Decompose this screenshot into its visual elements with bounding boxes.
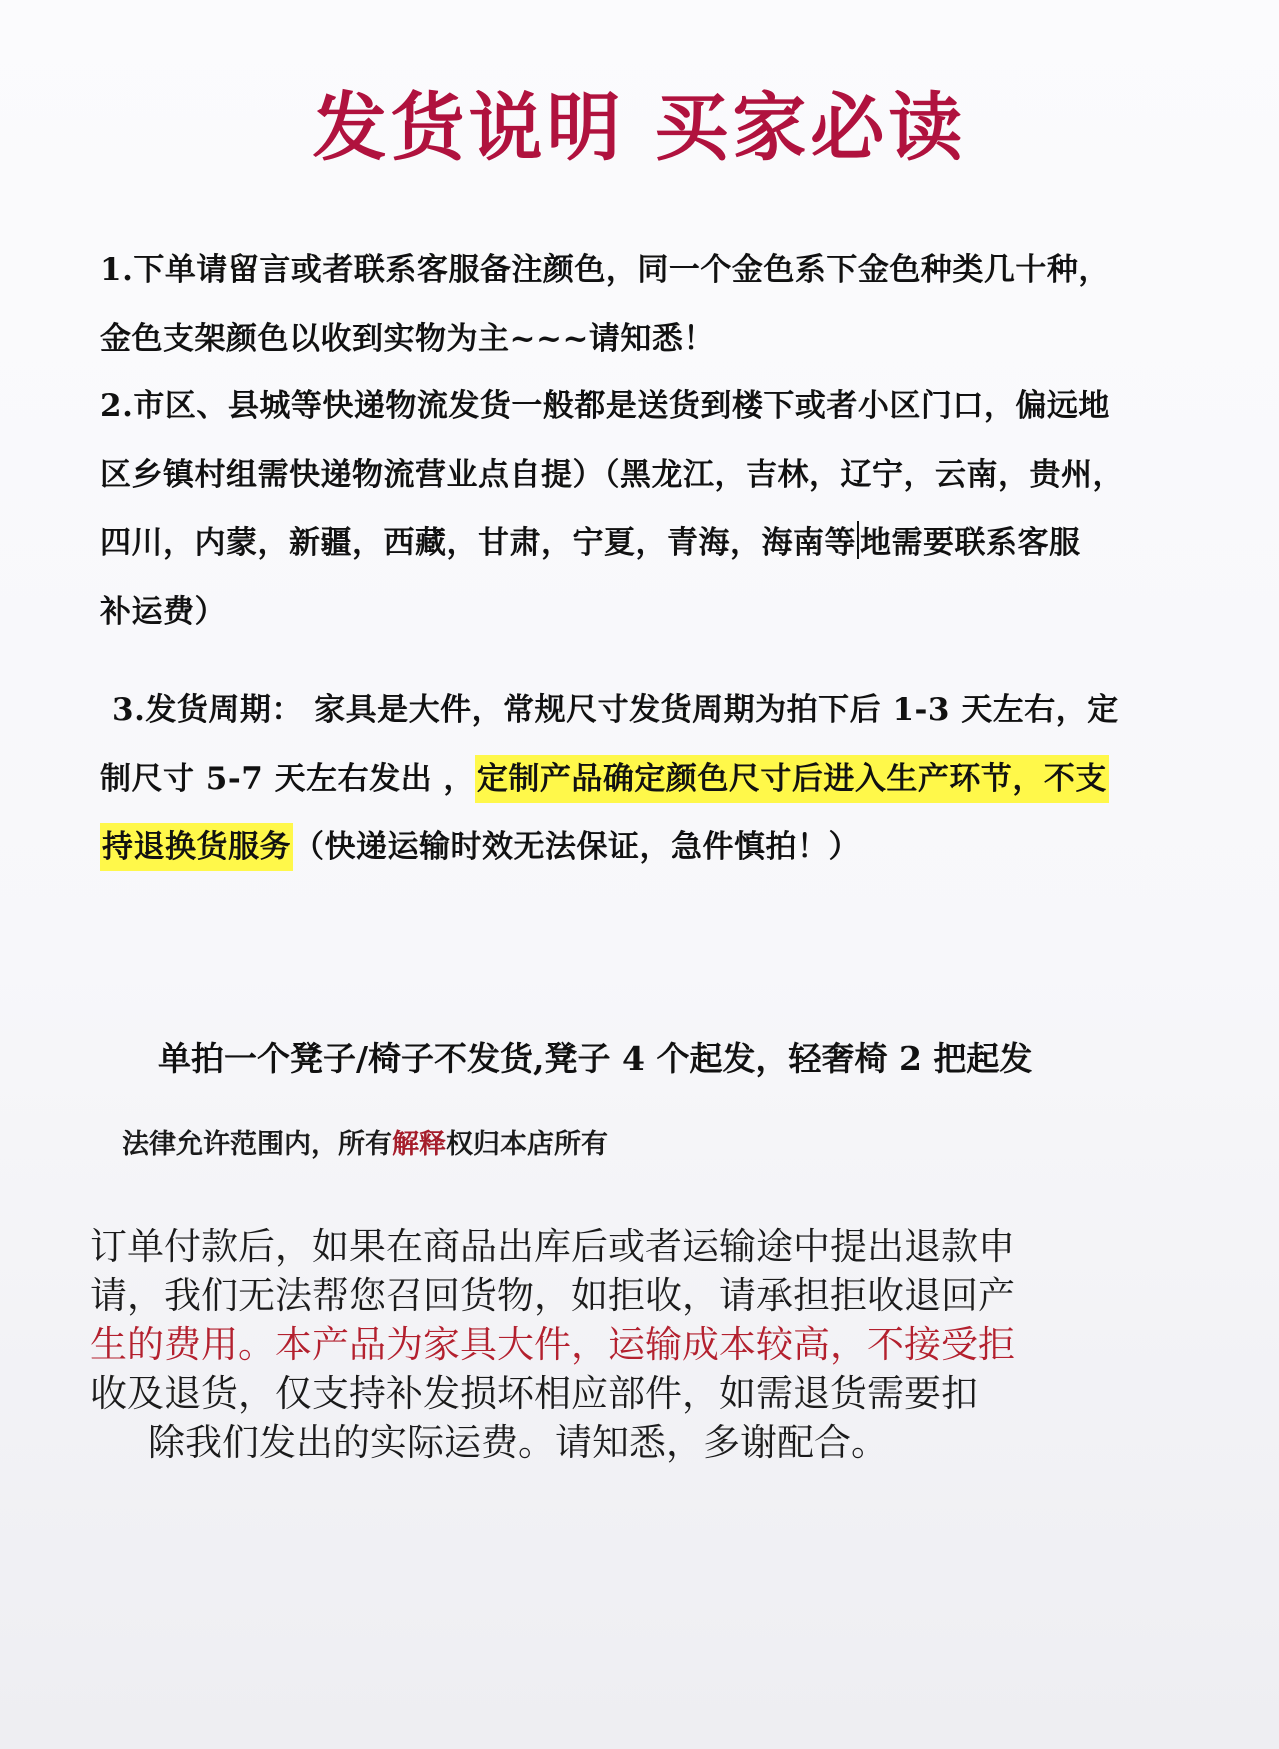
notice-item-2-line-1: 2.市区、县城等快递物流发货一般都是送货到楼下或者小区门口，偏远地: [100, 388, 1110, 424]
notice-item-2-line-4: 补运费）: [100, 593, 226, 630]
notice-item-1-line-2: 金色支架颜色以收到实物为主~~~请知悉！: [100, 320, 715, 357]
page-title: 发货说明 买家必读: [312, 85, 967, 171]
refund-policy-line-4: 收及退货，仅支持补发损坏相应部件，如需退货需要扣: [90, 1372, 978, 1415]
notice-item-3: [100, 676, 1225, 882]
highlight-custom-production: 定制产品确定颜色尺寸后进入生产环节，不支: [475, 755, 1109, 803]
notice-item-1: [100, 236, 1225, 373]
notice-item-2: [100, 372, 1225, 646]
highlight-no-return: 持退换货服务: [100, 823, 293, 871]
minimum-order-notice: 单拍一个凳子/椅子不发货,凳子 4 个起发，轻奢椅 2 把起发: [158, 1039, 1033, 1078]
refund-policy-line-2: 请，我们无法帮您召回货物，如拒收，请承担拒收退回产: [90, 1274, 1015, 1317]
notice-item-2-line-3: [100, 509, 1225, 578]
notice-item-3-line-3-end: （快递运输时效无法保证，急件慎拍！）: [293, 829, 860, 865]
legal-statement: [122, 1125, 608, 1165]
refund-policy-line-5: 除我们发出的实际运费。请知悉，多谢配合。: [148, 1421, 888, 1464]
refund-policy-line-1: 订单付款后，如果在商品出库后或者运输途中提出退款申: [90, 1225, 1015, 1268]
notice-item-1-line-1: 1.下单请留言或者联系客服备注颜色，同一个金色系下金色种类几十种，: [100, 252, 1110, 288]
notice-item-3-line-2: [100, 745, 1225, 814]
text-cursor: [857, 521, 859, 559]
refund-policy: [90, 1222, 1150, 1467]
notice-item-2-line-2: 区乡镇村组需快递物流营业点自提）（黑龙江，吉林，辽宁，云南，贵州，: [100, 456, 1124, 493]
notice-item-3-line-1: 3.发货周期： 家具是大件，常规尺寸发货周期为拍下后 1-3 天左右，定: [112, 692, 1119, 728]
legal-statement-part-3: 权归本店所有: [446, 1129, 608, 1160]
notice-item-3-line-3: [100, 813, 1225, 882]
notice-item-2-line-3-start: 四川，内蒙，新疆，西藏，甘肃，宁夏，青海，海南等: [100, 525, 856, 561]
notice-item-3-line-2-start: 制尺寸 5-7 天左右发出 ，: [100, 760, 475, 797]
refund-policy-line-3: 生的费用。本产品为家具大件，运输成本较高，不接受拒: [90, 1323, 1015, 1366]
notice-item-2-line-3-end: 地需要联系客服: [860, 525, 1081, 561]
legal-statement-part-2: 解释: [392, 1129, 446, 1160]
legal-statement-part-1: 法律允许范围内，所有: [122, 1129, 392, 1160]
